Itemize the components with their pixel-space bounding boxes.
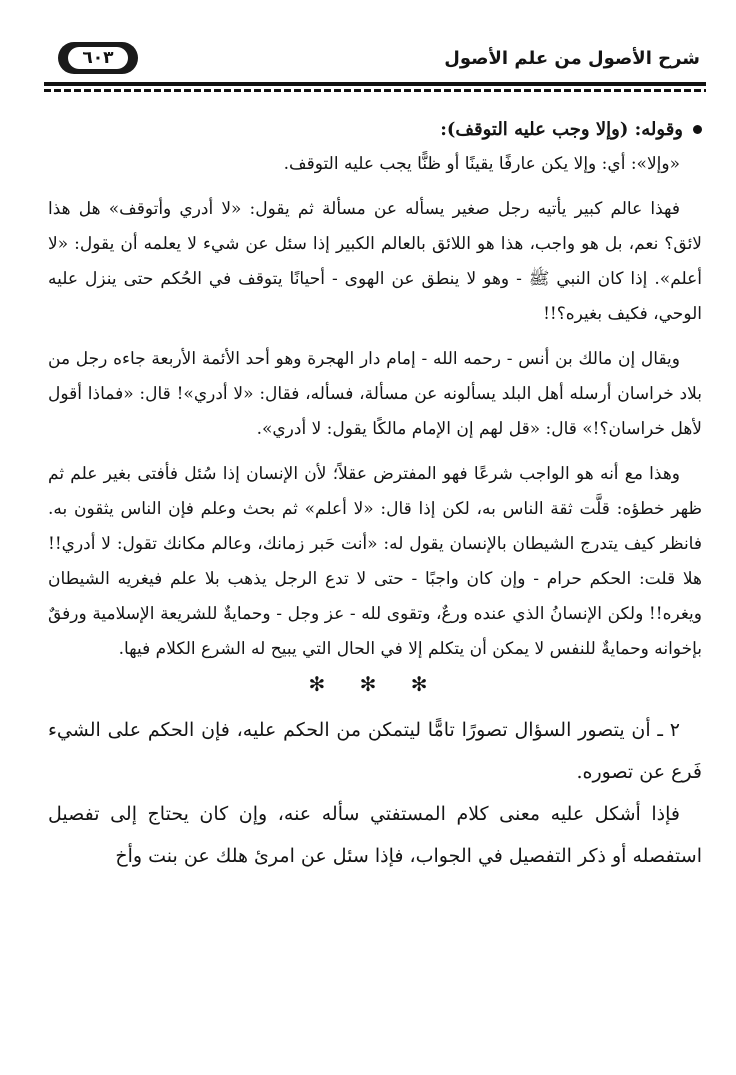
heading-text: وقوله: (وإلا وجب عليه التوقف): [440, 119, 683, 140]
paragraph-3: ويقال إن مالك بن أنس - رحمه الله - إمام دار الهجرة وهو أحد الأئمة الأربعة جاءه رجل من بلاد خراسان أرسله أهل البلد يسألونه عن مسألة، فسأله، فقال: «لا أدري»! قال: «فماذا أقول لأهل خراسان؟!» قال: «قل لهم إن الإمام مالكًا يقول: لا أدري». [48, 349, 702, 439]
page-header [44, 38, 706, 88]
section-separator: ✻ ✻ ✻ [308, 672, 442, 696]
page-body [48, 112, 702, 877]
paragraph-4: وهذا مع أنه هو الواجب شرعًا فهو المفترض عقلاً؛ لأن الإنسان إذا سُئل فأفتى بغير علم ثم ظهر خطؤه: قلَّت ثقة الناس به، لكن إذا قال: «لا أعلم» ثم بحث وعلم فإن الناس يثقون به. فانظر كيف يتدرج الشيطان بالإنسان يقول له: «أنت حَبر زمانك، وعالم مكانك تقول: لا أدري!! هلا قلت: الحكم حرام - وإن كان واجبًا - حتى لا تدع الرجل يذهب بلا علم فيغريه الشيطان ويغره!! ولكن الإنسانُ الذي عنده ورعٌ، وتقوى لله - عز وجل - وحمايةٌ للشريعة الإسلامية ورفقٌ بإخوانه وحمايةٌ للنفس لا يمكن أن يتكلم إلا في الحال التي يبيح له الشرع الكلام فيها. [48, 464, 702, 659]
header-rule [44, 82, 706, 86]
page-number-badge [58, 42, 138, 74]
paragraph-1: «وإلا»: أي: وإلا يكن عارفًا يقينًا أو ظنًّا يجب عليه التوقف. [283, 154, 680, 174]
page-number: ٦٠٣ [82, 48, 114, 68]
section-heading [48, 112, 702, 147]
paragraph-6: فإذا أشكل عليه معنى كلام المستفتي سأله عنه، وإن كان يحتاج إلى تفصيل استفصله أو ذكر التفصيل في الجواب، فإذا سئل عن امرئ هلك عن بنت وأخ [48, 803, 702, 867]
paragraph-2: فهذا عالم كبير يأتيه رجل صغير يسأله عن مسألة ثم يقول: «لا أدري وأتوقف» هل هذا لائق؟ نعم، بل هو واجب، هذا هو اللائق بالعالم الكبير إذا سئل عن شيء لا يعلمه أن يقول: «لا أعلم». إذا كان النبي ﷺ - وهو لا ينطق عن الهوى - أحيانًا يتوقف في الحُكم حتى ينزل عليه الوحي، فكيف بغيره؟!! [48, 199, 702, 324]
bullet-icon [693, 125, 702, 134]
paragraph-5: ٢ ـ أن يتصور السؤال تصورًا تامًّا ليتمكن من الحكم عليه، فإن الحكم على الشيء فَرع عن تصوره. [48, 719, 702, 783]
running-title: شرح الأصول من علم الأصول [444, 48, 700, 69]
header-dashed-rule [44, 89, 706, 92]
